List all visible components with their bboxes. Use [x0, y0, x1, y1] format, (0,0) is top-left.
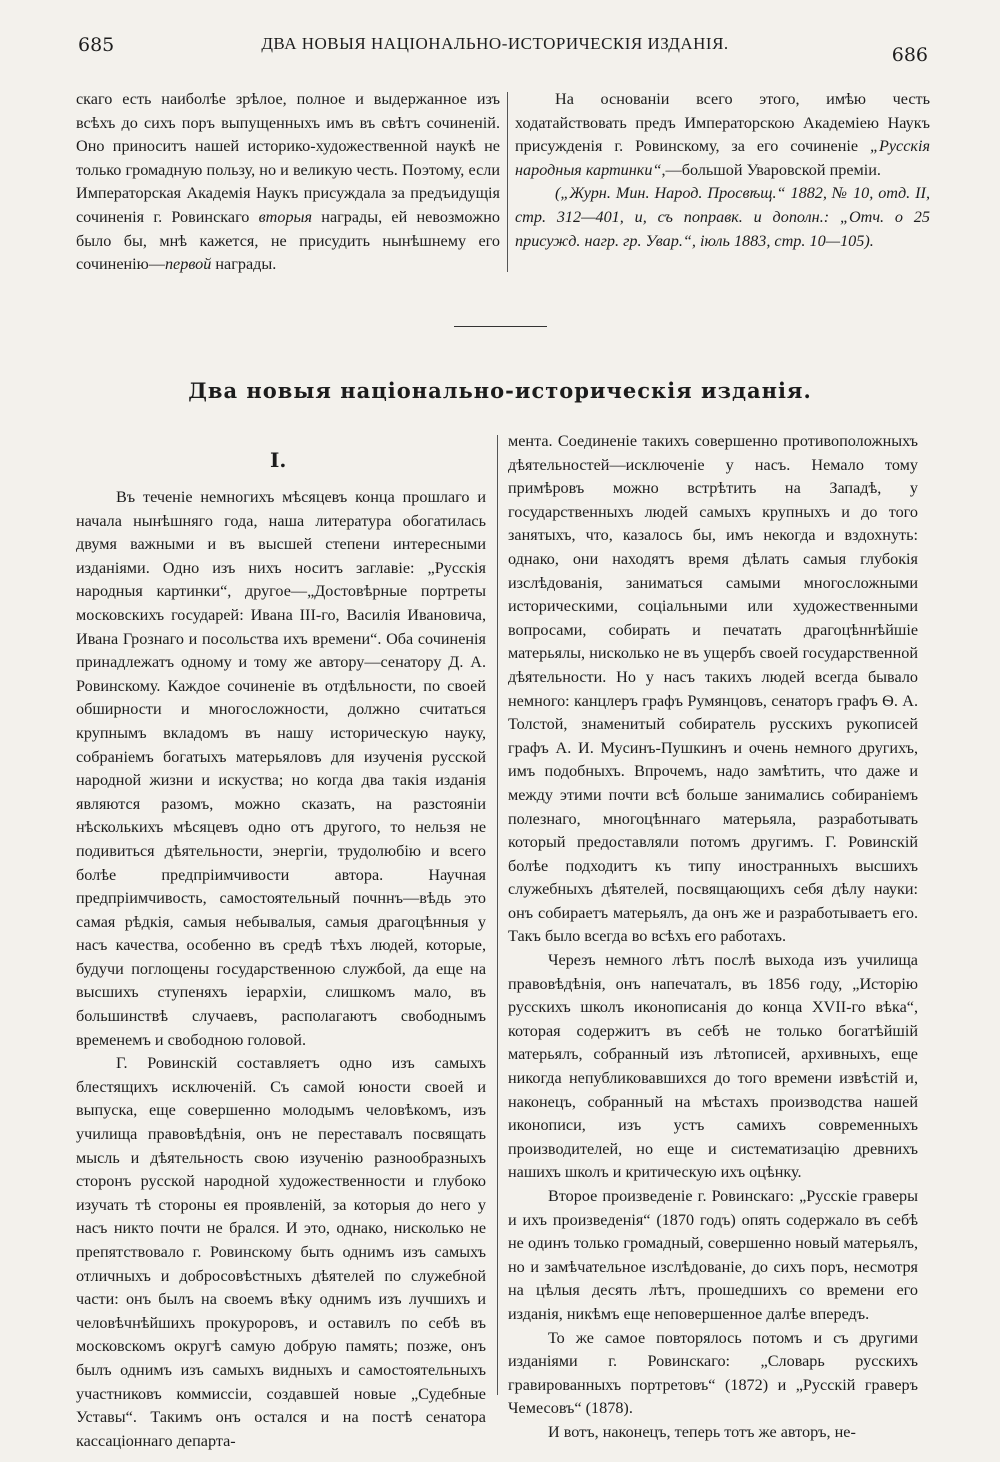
text-span: ,—большой Уваровской преміи.: [661, 160, 881, 179]
column-divider-top: [507, 92, 508, 272]
top-right-paragraph: [515, 88, 930, 182]
bottom-left-column: [76, 486, 486, 1453]
section-number: I.: [270, 448, 287, 472]
text-span: скаго есть наиболѣе зрѣлое, полное и выдержанное изъ всѣхъ до сихъ поръ выпущенныхъ имъ въ свѣтъ сочиненій. Оно приноситъ нашей историко-художественной наукѣ не только громадную пользу, но и великую честь. Поэтому, если Императорская Академія Наукъ присуждала за предъидущія сочиненія г. Ровинскаго: [76, 90, 500, 226]
citation: („Журн. Мин. Народ. Просвѣщ.“ 1882, № 10, отд. II, стр. 312—401, и, съ поправк. и дополн.: „Отч. о 25 присужд. нагр. гр. Увар.“, іюль 1883, стр. 10—105).: [515, 184, 930, 250]
page-number-right: 686: [891, 44, 928, 66]
bottom-right-column: [508, 430, 918, 1445]
column-divider-bottom: [497, 435, 498, 1395]
top-right-column: [515, 88, 930, 253]
top-left-paragraph: [76, 88, 500, 277]
emphasis-text: вторыя: [258, 207, 313, 226]
running-title: ДВА НОВЫЯ НАЦІОНАЛЬНО-ИСТОРИЧЕСКІЯ ИЗДАНІЯ.: [261, 34, 729, 53]
page-number-left: 685: [78, 34, 115, 56]
text-span: награды.: [215, 255, 277, 274]
paragraph: Въ теченіе немногихъ мѣсяцевъ конца прошлаго и начала нынѣшняго года, наша литература обогатилась двумя важными и въ высшей степени интересными изданіями. Одно изъ нихъ носитъ заглавіе: „Русскія народныя картинки“, другое—„Достовѣрные портреты московскихъ государей: Ивана III-го, Василія Ивановича, Ивана Грознаго и посольства ихъ времени“. Оба сочиненія принадлежатъ одному и тому же автору—сенатору Д. А. Ровинскому. Каждое сочиненіе въ отдѣльности, по своей обширности и многосложности, должно считаться крупнымъ вкладомъ въ нашу историческую науку, собраніемъ богатыхъ матерьяловъ для изученія русской народной жизни и искуства; но когда два такія изданія являются разомъ, можно сказать, на разстояніи нѣсколькихъ мѣсяцевъ одно отъ другого, то нельзя не подивиться дѣятельности, энергіи, трудолюбію и всего болѣе предпріимчивости автора. Научная предпріимчивость, самостоятельный почннъ—вѣдь это самая рѣдкія, самыя небывалыя, самыя драгоцѣнныя у насъ качества, особенно въ средѣ тѣхъ людей, которые, будучи поглощены государственною службой, да еще на высшихъ ступеняхъ іерархіи, слишкомъ мало, въ большинствѣ случаевъ, располагаютъ свободнымъ временемъ и свободною головой.: [76, 488, 486, 1049]
text-span: На основаніи всего этого, имѣю честь ходатайствовать предъ Императорскою Академіею Наукъ присужденія г. Ровинскому, за его сочиненіе: [515, 90, 930, 156]
emphasis-text: первой: [164, 255, 212, 274]
section-separator: [454, 326, 547, 327]
page-header: [0, 0, 1000, 70]
paragraph: То же самое повторялось потомъ и съ другими изданіями г. Ровинскаго: „Словарь русскихъ гравированныхъ портретовъ“ (1872) и „Русскій граверъ Чемесовъ“ (1878).: [508, 1328, 918, 1418]
text-span: награды, ей невозможно было бы, мнѣ кажется, не присудить нынѣшнему его сочиненію—: [76, 207, 501, 274]
paragraph: Г. Ровинскій составляетъ одно изъ самыхъ блестящихъ исключеній. Съ самой юности своей и выпуска, еще совершенно молодымъ человѣкомъ, изъ училища правовѣдѣнія, онъ не переставалъ посвящать мысль и дѣятельность свою изученію разнообразныхъ сторонъ русской народной художественности и глубоко изучать тѣ стороны ея проявленій, за которыя до него у насъ никто почти не брался. И это, однако, нисколько не препятствовало г. Ровинскому быть однимъ изъ самыхъ отличныхъ и добросовѣстныхъ дѣятелей по служебной части: онъ былъ на своемъ вѣку однимъ изъ лучшихъ и человѣчнѣйшихъ прокуроровъ, и оставилъ по себѣ въ московскомъ округѣ самую добрую память; позже, онъ былъ однимъ изъ самыхъ видныхъ и самостоятельныхъ участниковъ коммиссіи, создавшей новые „Судебные Уставы“. Такимъ онъ остался и на постѣ сенатора кассаціоннаго департа-: [76, 1054, 486, 1450]
emphasis-text: „Русскія народныя картинки“: [515, 137, 930, 179]
paragraph: мента. Соединеніе такихъ совершенно противоположныхъ дѣятельностей—исключеніе у насъ. Немало тому примѣровъ можно встрѣтить на Западѣ, у государственныхъ людей самыхъ крупныхъ и до того занятыхъ, что, казалось бы, имъ некогда и вздохнуть: однако, они находятъ время дѣлать самыя глубокія изслѣдованія, заниматься самыми многосложными историческими, соціальными или художественными вопросами, собирать и печатать драгоцѣннѣйшіе матерьялы, нисколько не въ ущербъ своей государственной дѣятельности. Но у насъ такихъ людей всегда бывало немного: канцлеръ графъ Румянцовъ, сенаторъ графъ Ѳ. А. Толстой, знаменитый собиратель русскихъ рукописей графъ А. И. Мусинъ-Пушкинъ и очень немного другихъ, имъ подобныхъ. Впрочемъ, надо замѣтить, что даже и между этими почти всѣ больше занимались собираніемъ полезнаго, многоцѣннаго матерьяла, разработывать который предоставляли потомъ другимъ. Г. Ровинскій болѣе подходитъ къ типу иностранныхъ высшихъ служебныхъ дѣятелей, посвящающихъ себя дѣлу науки: онъ собираетъ матерьялъ, да онъ же и разработываетъ его. Такъ было всегда во всѣхъ его работахъ.: [508, 432, 918, 946]
top-left-column: [76, 88, 500, 277]
article-title: Два новыя національно-историческія изданія.: [188, 378, 812, 403]
paragraph: Черезъ немного лѣтъ послѣ выхода изъ училища правовѣдѣнія, онъ напечаталъ, въ 1856 году, „Исторію русскихъ школъ иконописанія до конца XVII-го вѣка“, которая содержитъ въ себѣ не только богатѣйшій матерьялъ, собранный изъ лѣтописей, архивныхъ, еще никогда непубликовавшихся до того времени извѣстій и, наконецъ, собранный на мѣстахъ производства нашей иконописи, изъ устъ самихъ современныхъ производителей, но еще и систематизацію древнихъ нашихъ школъ и критическую ихъ оцѣнку.: [508, 951, 918, 1182]
paragraph: И вотъ, наконецъ, теперь тотъ же авторъ, не-: [548, 1422, 856, 1441]
paragraph: Второе произведеніе г. Ровинскаго: „Русскіе граверы и ихъ произведенія“ (1870 годъ) опять содержало въ себѣ не одинъ только громадный, совершенно новый матерьялъ, но и замѣчательное изслѣдованіе, до сихъ поръ, несмотря на цѣлыя десять лѣтъ, прошедшихъ со времени его изданія, никѣмъ еще неповершенное далѣе впередъ.: [508, 1187, 918, 1323]
